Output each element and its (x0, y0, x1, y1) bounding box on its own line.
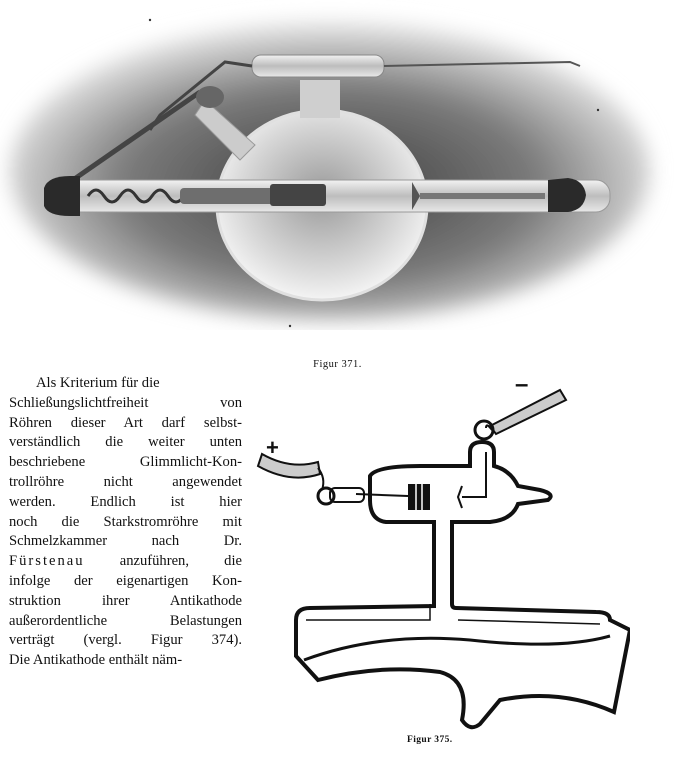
melting-chamber-tube-diagram (250, 372, 630, 744)
minus-label: – (515, 372, 529, 398)
figure-375-caption: Figur 375. (407, 735, 453, 745)
author-name: Fürstenau (9, 553, 85, 570)
body-text-column (9, 374, 242, 671)
text-line: beschriebene Glimmlicht-Kon- (9, 454, 242, 471)
text-line: infolge der eigenartigen Kon- (9, 572, 242, 589)
plus-label: + (266, 435, 279, 460)
text-line: außerordentliche Belastungen (9, 612, 242, 629)
text-line: Röhren dieser Art darf selbst- (9, 414, 242, 431)
figure-371-caption: Figur 371. (313, 359, 362, 370)
text-fragment: anzuführen, die (84, 553, 242, 570)
text-line: noch die Starkstromröhre mit (9, 513, 242, 530)
cut-off-text-line (0, 750, 675, 759)
text-line: verständlich die weiter unten (9, 434, 242, 451)
text-line: Schmelzkammer nach Dr. (9, 533, 242, 550)
text-line: trollröhre nicht angewendet (9, 473, 242, 490)
text-line: struktion ihrer Antikathode (9, 592, 242, 609)
text-line: werden. Endlich ist hier (9, 493, 242, 510)
text-line: verträgt (vergl. Figur 374). (9, 632, 242, 649)
text-line: Schließungslichtfreiheit von (9, 394, 242, 411)
text-line: Die Antikathode enthält näm- (9, 652, 183, 669)
text-line (9, 552, 242, 572)
xray-tube-photo (0, 0, 675, 330)
text-line: Als Kriterium für die (36, 375, 160, 391)
